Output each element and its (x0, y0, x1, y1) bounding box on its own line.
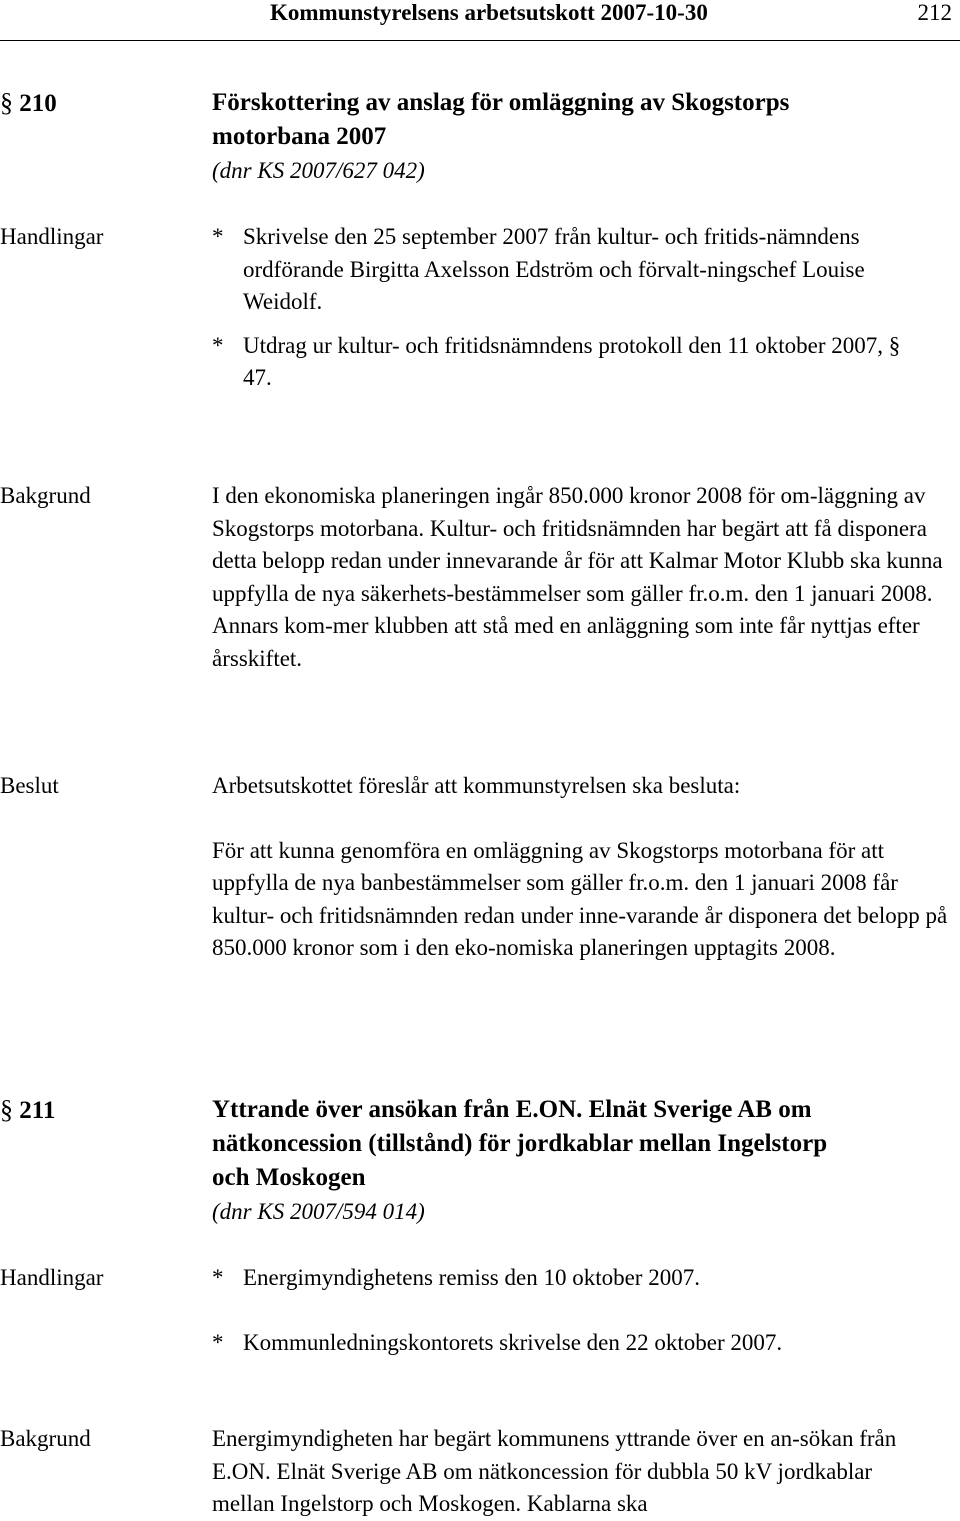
page-header (0, 0, 960, 26)
section-210-number: § 210 (0, 88, 57, 117)
section-210-handlingar-list (212, 221, 902, 395)
section-211-title-line1: Yttrande över ansökan från E.ON. Elnät Sverige AB om (212, 1096, 812, 1123)
asterisk-icon: * (212, 1329, 224, 1355)
section-210-title (212, 86, 952, 188)
section-211-dnr: (dnr KS 2007/594 014) (212, 1199, 425, 1224)
asterisk-icon: * (212, 1265, 224, 1290)
section-210-beslut-label: Beslut (0, 773, 59, 798)
section-211-handlingar-list (212, 1262, 952, 1359)
list-item: * Energimyndighetens remiss den 10 oktober 2007. (212, 1262, 952, 1295)
section-210-bakgrund-text: I den ekonomiska planeringen ingår 850.000 kronor 2008 för om-läggning av Skogstorps motorbana. Kultur- och fritidsnämnden har begärt att få disponera detta belopp redan under innevarande år för att Kalmar Motor Klubb ska kunna uppfylla de nya säkerhets-bestämmelser som gäller fr.o.m. den 1 januari 2008. Annars kom-mer klubben att stå med en anläggning som inte får nyttjas efter årsskiftet. (212, 483, 943, 671)
section-210-bakgrund-label: Bakgrund (0, 483, 91, 508)
list-item: * Skrivelse den 25 september 2007 från kultur- och fritids-nämndens ordförande Birgitta Axelsson Edström och förvalt-ningschef Louise Weidolf. (212, 221, 902, 319)
section-210-beslut (212, 770, 952, 965)
section-211-title-line3: och Moskogen (212, 1164, 366, 1191)
asterisk-icon: * (212, 332, 224, 358)
section-211-title-line2: nätkoncession (tillstånd) för jordkablar mellan Ingelstorp (212, 1130, 828, 1157)
beslut-intro: Arbetsutskottet föreslår att kommunstyrelsen ska besluta: (212, 773, 741, 798)
section-211-bakgrund-text: Energimyndigheten har begärt kommunens yttrande över en an-sökan från E.ON. Elnät Sverige AB om nätkoncession för dubbla 50 kV jordkablar mellan Ingelstorp och Moskogen. Kablarna ska (212, 1426, 897, 1516)
asterisk-icon: * (212, 224, 224, 249)
section-210-dnr: (dnr KS 2007/627 042) (212, 158, 425, 183)
header-rule (0, 40, 960, 41)
section-210-title-line2: motorbana 2007 (212, 123, 387, 150)
paragraph-sign-icon: § (0, 1095, 13, 1124)
list-item: * Utdrag ur kultur- och fritidsnämndens protokoll den 11 oktober 2007, § 47. (212, 330, 902, 395)
section-211-number: § 211 (0, 1095, 56, 1124)
list-item: * Kommunledningskontorets skrivelse den 22 oktober 2007. (212, 1327, 952, 1360)
section-211-bakgrund-label: Bakgrund (0, 1426, 91, 1451)
section-210-title-line1: Förskottering av anslag för omläggning av Skogstorps (212, 89, 790, 116)
section-211-title (212, 1093, 952, 1229)
paragraph-sign-icon: § (0, 88, 13, 117)
section-211-handlingar-label: Handlingar (0, 1265, 104, 1290)
section-210-handlingar-label: Handlingar (0, 224, 104, 249)
beslut-text: För att kunna genomföra en omläggning av Skogstorps motorbana för att uppfylla de nya banbestämmelser som gäller fr.o.m. den 1 januari 2008 får kultur- och fritidsnämnden redan under inne-varande år disponera det belopp på 850.000 kronor som i den eko-nomiska planeringen upptagits 2008. (212, 837, 948, 960)
page-number: 212 (917, 0, 952, 25)
header-title: Kommunstyrelsens arbetsutskott 2007-10-30 (270, 0, 708, 25)
